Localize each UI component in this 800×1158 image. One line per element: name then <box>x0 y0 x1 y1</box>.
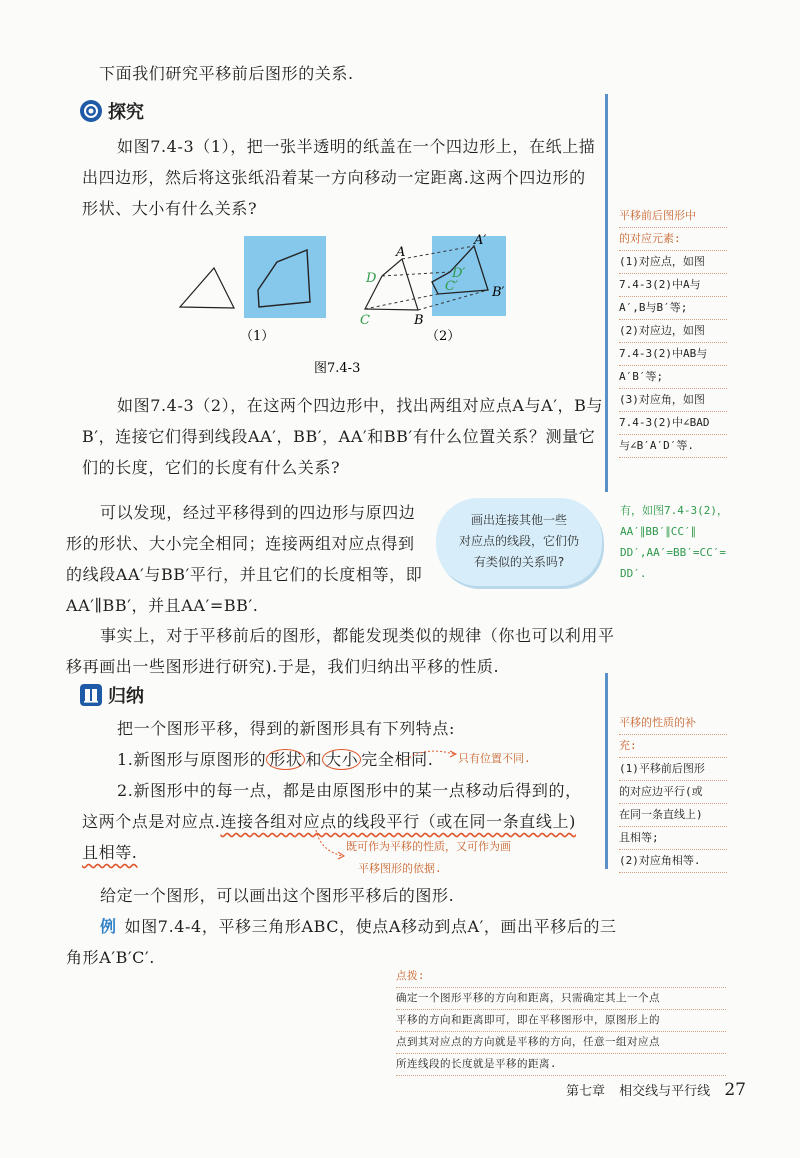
discover-line1: 可以发现，经过平移得到的四边形与原四边 <box>100 503 416 522</box>
explore-para2-line2: B′，连接它们得到线段AA′，BB′，AA′和BB′有什么位置关系？测量它 <box>82 427 596 446</box>
intro-line: 下面我们研究平移前后图形的关系. <box>99 64 354 83</box>
annotation-arrow-2 <box>312 828 348 862</box>
summary-item1-and: 和 <box>305 750 323 769</box>
margin-note2-title: 充: <box>619 735 727 758</box>
point-B-prime: B′ <box>492 285 505 300</box>
margin-note2-line: 且相等; <box>619 827 727 850</box>
tip-title: 点拨: <box>396 966 726 988</box>
footer-chapter: 第七章 <box>566 1084 606 1099</box>
answer-note-line: AA′∥BB′∥CC′∥ <box>620 525 697 538</box>
tracing-paper-1 <box>244 236 326 318</box>
bubble-line: 有类似的关系吗? <box>473 555 565 569</box>
bubble-line: 画出连接其他一些 <box>470 513 567 527</box>
page-footer <box>566 1080 746 1100</box>
point-B: B <box>414 313 424 328</box>
circled-shape: 形状 <box>266 749 305 770</box>
summary-section-bar <box>605 673 608 869</box>
tip-line: 所连线段的长度就是平移的距离. <box>396 1054 726 1076</box>
discover-line2: 形的形状、大小完全相同；连接两组对应点得到 <box>66 534 415 553</box>
margin-note1-line: 7.4-3(2)中∠BAD <box>619 412 727 435</box>
explore-title: 探究 <box>108 102 144 123</box>
explore-para1-line3: 形状、大小有什么关系? <box>82 199 258 218</box>
summary-item1-post: 完全相同. <box>361 750 434 769</box>
margin-note2-line: 在同一条直线上) <box>619 804 727 827</box>
point-D: D <box>366 271 377 286</box>
answer-note <box>620 500 750 584</box>
page-number: 27 <box>724 1080 746 1100</box>
example-text: 如图7.4-4，平移三角形ABC，使点A移动到点A′，画出平移后的三 <box>124 917 617 936</box>
margin-note1-line: A′,B与B′等; <box>619 297 727 320</box>
given-line: 给定一个图形，可以画出这个图形平移后的图形. <box>100 886 455 905</box>
figure-caption: 图7.4-3 <box>314 361 361 376</box>
margin-note1-line: (3)对应角，如图 <box>619 389 727 412</box>
answer-note-line: 有，如图7.4-3(2)， <box>620 504 728 517</box>
summary-heading <box>80 682 144 708</box>
discover-line4: AA′∥BB′，并且AA′=BB′. <box>66 596 259 615</box>
margin-note1-title: 的对应元素: <box>619 228 727 251</box>
point-D-prime: D′ <box>452 266 466 281</box>
margin-note1-line: (2)对应边，如图 <box>619 320 727 343</box>
footer-chapter-title: 相交线与平行线 <box>619 1084 711 1099</box>
fact-line1: 事实上，对于平移前后的图形，都能发现类似的规律（你也可以利用平 <box>100 626 615 645</box>
thought-bubble <box>436 498 602 586</box>
answer-note-line: DD′,AA′=BB′=CC′= <box>620 546 726 559</box>
margin-note1-line: 7.4-3(2)中AB与 <box>619 343 727 366</box>
explore-para2-line1: 如图7.4-3（2），在这两个四边形中，找出两组对应点A与A′，B与 <box>117 396 604 415</box>
margin-note2-line: 的对应边平行(或 <box>619 781 727 804</box>
point-C-prime: C′ <box>445 279 458 294</box>
annotation-arrow-1 <box>404 746 460 766</box>
margin-note1-line: (1)对应点，如图 <box>619 251 727 274</box>
note-property: 既可作为平移的性质，又可作为画 平移图形的依据. <box>346 840 511 875</box>
margin-note2-line: (1)平移前后图形 <box>619 758 727 781</box>
fact-line2: 移再画出一些图形进行研究).于是，我们归纳出平移的性质. <box>66 657 500 676</box>
summary-icon <box>80 684 102 706</box>
circled-size: 大小 <box>322 749 361 770</box>
explore-para2-line3: 们的长度，它们的长度有什么关系? <box>82 458 341 477</box>
note-only-position: 只有位置不同. <box>458 752 531 765</box>
margin-note1-title: 平移前后图形中 <box>619 205 727 228</box>
bubble-line: 对应点的线段，它们仍 <box>458 534 579 548</box>
explore-section-bar <box>605 94 608 492</box>
explore-para1-line1: 如图7.4-3（1），把一张半透明的纸盖在一个四边形上，在纸上描 <box>117 137 596 156</box>
summary-item2-wavy: 连接各组对应点的线段平行（或在同一条直线上) <box>220 812 576 831</box>
tip-line: 平移的方向和距离即可，即在平移图形中，原图形上的 <box>396 1010 726 1032</box>
answer-note-line: DD′. <box>620 567 647 580</box>
subfigure-label-2: （2） <box>426 329 461 344</box>
tip-line: 点到其对应点的方向就是平移的方向，任意一组对应点 <box>396 1032 726 1054</box>
summary-item2-line1: 2.新图形中的每一点，都是由原图形中的某一点移动后得到的， <box>117 781 582 800</box>
margin-note2-title: 平移的性质的补 <box>619 712 727 735</box>
summary-item1-pre: 1.新图形与原图形的 <box>117 750 267 769</box>
summary-item2-line3: 且相等. <box>82 843 138 862</box>
summary-title: 归纳 <box>108 686 144 707</box>
figure-7-4-3 <box>170 232 530 382</box>
margin-note1-line: 7.4-3(2)中A与 <box>619 274 727 297</box>
example-label: 例 <box>100 917 117 936</box>
example-line2: 角形A′B′C′. <box>66 948 155 967</box>
tip-line: 确定一个图形平移的方向和距离，只需确定其上一个点 <box>396 988 726 1010</box>
margin-note1-line: A′B′等; <box>619 366 727 389</box>
subfigure-label-1: （1） <box>240 329 275 344</box>
explore-heading <box>80 98 144 124</box>
margin-note1-line: 与∠B′A′D′等. <box>619 435 727 458</box>
discover-line3: 的线段AA′与BB′平行，并且它们的长度相等，即 <box>66 565 423 584</box>
summary-item2-pre: 这两个点是对应点. <box>82 812 221 831</box>
margin-note-property-supplement <box>619 712 727 873</box>
summary-item1 <box>117 744 433 775</box>
point-A: A <box>396 245 406 260</box>
point-C: C <box>360 313 370 328</box>
quadrilateral-original-1 <box>180 268 234 308</box>
tip-box <box>396 966 726 1076</box>
margin-note-corresponding-elements <box>619 205 727 458</box>
example-line1 <box>100 911 617 942</box>
magnifier-icon <box>80 100 102 122</box>
summary-line1: 把一个图形平移，得到的新图形具有下列特点: <box>117 719 455 738</box>
margin-note2-line: (2)对应角相等. <box>619 850 727 873</box>
explore-para1-line2: 出四边形，然后将这张纸沿着某一方向移动一定距离.这两个四边形的 <box>82 168 586 187</box>
point-A-prime: A′ <box>474 233 487 248</box>
